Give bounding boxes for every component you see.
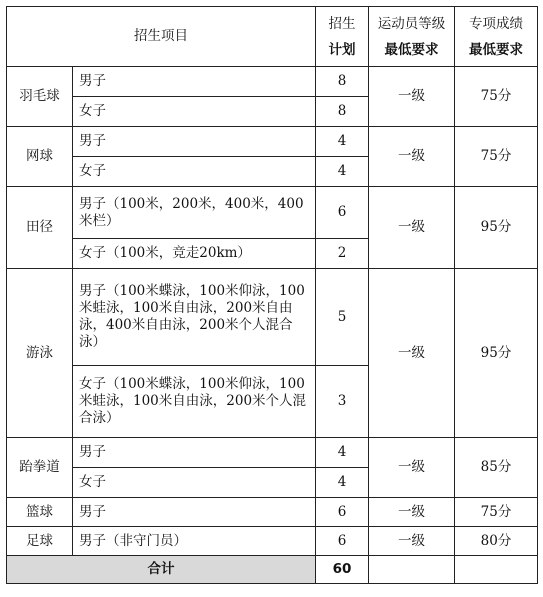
score-cell: 95分 — [455, 269, 538, 438]
header-plan-bottom: 计划 — [328, 41, 356, 58]
total-row — [7, 556, 538, 584]
sport-cell: 羽毛球 — [7, 67, 73, 127]
plan-cell: 5 — [316, 269, 369, 366]
header-project: 招生项目 — [7, 7, 316, 67]
item-cell: 男子 — [73, 498, 316, 527]
sport-cell: 游泳 — [7, 269, 73, 438]
plan-cell: 6 — [316, 498, 369, 527]
level-cell: 一级 — [369, 269, 455, 438]
level-cell: 一级 — [369, 67, 455, 127]
plan-cell: 2 — [316, 239, 369, 269]
score-cell: 75分 — [455, 67, 538, 127]
header-plan — [316, 7, 369, 67]
score-cell: 85分 — [455, 438, 538, 498]
plan-cell: 4 — [316, 127, 369, 157]
item-cell: 男子 — [73, 67, 316, 97]
header-level-top: 运动员等级 — [377, 15, 446, 32]
sport-cell: 足球 — [7, 527, 73, 556]
table-row — [7, 438, 538, 468]
item-cell: 女子 — [73, 97, 316, 127]
score-cell: 80分 — [455, 527, 538, 556]
level-cell: 一级 — [369, 498, 455, 527]
score-cell: 75分 — [455, 498, 538, 527]
sport-cell: 网球 — [7, 127, 73, 187]
header-score-top: 专项成绩 — [469, 15, 523, 32]
item-cell: 男子（非守门员） — [73, 527, 316, 556]
level-cell: 一级 — [369, 127, 455, 187]
sport-cell: 篮球 — [7, 498, 73, 527]
item-cell: 女子 — [73, 468, 316, 498]
item-cell: 男子（100米，200米，400米，400米栏） — [73, 187, 316, 239]
plan-cell: 3 — [316, 366, 369, 438]
item-cell: 女子（100米，竞走20km） — [73, 239, 316, 269]
level-cell: 一级 — [369, 527, 455, 556]
header-score-bottom: 最低要求 — [469, 41, 523, 58]
plan-cell: 4 — [316, 438, 369, 468]
plan-cell: 8 — [316, 97, 369, 127]
header-score — [455, 7, 538, 67]
page — [6, 6, 538, 584]
total-label: 合计 — [7, 556, 316, 584]
enrollment-table — [6, 6, 538, 584]
table-row — [7, 127, 538, 157]
plan-cell: 4 — [316, 468, 369, 498]
total-level-empty — [369, 556, 455, 584]
item-cell: 女子 — [73, 157, 316, 187]
sport-cell: 田径 — [7, 187, 73, 269]
table-row — [7, 527, 538, 556]
plan-cell: 6 — [316, 527, 369, 556]
header-level-bottom: 最低要求 — [384, 41, 439, 58]
level-cell: 一级 — [369, 187, 455, 269]
item-cell: 男子（100米蝶泳，100米仰泳，100米蛙泳，100米自由泳，200米自由泳，400米自由泳，200米个人混合泳） — [73, 269, 316, 366]
table-row — [7, 187, 538, 239]
header-plan-top: 招生 — [328, 15, 356, 32]
score-cell: 75分 — [455, 127, 538, 187]
plan-cell: 6 — [316, 187, 369, 239]
score-cell: 95分 — [455, 187, 538, 269]
header-row — [7, 7, 538, 67]
sport-cell: 跆拳道 — [7, 438, 73, 498]
plan-cell: 4 — [316, 157, 369, 187]
level-cell: 一级 — [369, 438, 455, 498]
item-cell: 男子 — [73, 127, 316, 157]
item-cell: 女子（100米蝶泳，100米仰泳，100米蛙泳，100米自由泳，200米个人混合泳） — [73, 366, 316, 438]
table-row — [7, 67, 538, 97]
total-score-empty — [455, 556, 538, 584]
table-row — [7, 498, 538, 527]
total-plan: 60 — [316, 556, 369, 584]
header-level — [369, 7, 455, 67]
plan-cell: 8 — [316, 67, 369, 97]
item-cell: 男子 — [73, 438, 316, 468]
table-row — [7, 269, 538, 366]
